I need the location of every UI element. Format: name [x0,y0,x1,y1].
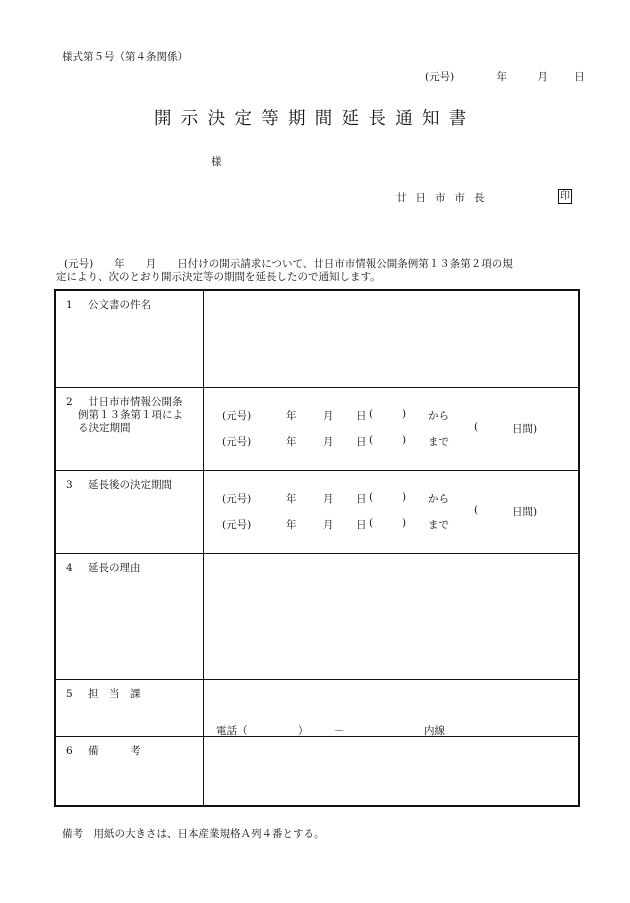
original-period-field[interactable] [204,387,580,470]
label-cell [55,387,204,470]
issue-date [425,69,585,84]
row-number: 5 [66,687,73,700]
row-label: 備 考 [88,744,141,757]
to-text: まで [428,518,449,531]
row-department [55,679,579,736]
phone-dash: － [334,724,345,737]
label-cell [55,290,204,387]
row-label: 延長後の決定期間 [88,478,172,491]
department-field[interactable] [204,679,580,736]
label-cell [55,736,204,806]
days-paren-open: ( [474,420,479,433]
paren-open: ( [369,490,374,503]
era: (元号) [222,409,252,422]
remarks-field[interactable] [204,736,580,806]
era: (元号) [222,435,252,448]
form-table [54,289,580,807]
days-paren-open: ( [474,503,479,516]
intro-line-2: 定により、次のとおり開示決定等の期間を延長したので通知します。 [56,271,381,283]
seal-mark: 印 [560,191,570,202]
row-label: 廿日市市情報公開条 [88,395,183,408]
from-text: から [428,492,449,505]
row-label-cont: 例第１３条第１項によ [78,408,183,421]
year: 年 [286,492,297,505]
row-label: 公文書の件名 [88,299,151,311]
era: (元号) [222,492,252,505]
day: 日 [356,409,367,422]
date-day: 日 [574,71,585,83]
month: 月 [323,435,334,448]
row-number: 1 [66,299,73,311]
day: 日 [356,492,367,505]
date-era: (元号) [425,71,455,83]
row-remarks [55,736,579,806]
intro-line-1: (元号) 年 月 日付けの開示請求について、廿日市市情報公開条例第１３条第２項の規 [64,258,513,270]
label-cell [55,470,204,553]
date-month: 月 [537,71,548,83]
days-label: 日間) [512,422,538,435]
to-text: まで [428,435,449,448]
days-label: 日間) [512,505,538,518]
addressee: 様 [211,156,222,168]
month: 月 [323,518,334,531]
row-original-period [55,387,579,470]
date-year: 年 [496,71,508,83]
row-number: 3 [66,478,73,491]
paren-open: ( [369,407,374,420]
intro-text [56,258,588,284]
paren-close: ) [402,516,407,529]
paren-close: ) [402,407,407,420]
paren-open: ( [369,433,374,446]
footnote: 備考 用紙の大きさは、日本産業規格Ａ列４番とする。 [62,828,325,840]
row-label: 担 当 課 [88,687,141,700]
row-number: 4 [66,561,73,574]
reason-field[interactable] [204,553,580,679]
year: 年 [286,409,297,422]
month: 月 [323,409,334,422]
sender-name: 廿日市市長 [396,192,494,204]
day: 日 [356,435,367,448]
extension-label: 内線 [424,724,445,737]
row-document-name [55,290,579,387]
row-number: 2 [66,395,73,408]
era: (元号) [222,518,252,531]
row-extended-period [55,470,579,553]
from-text: から [428,409,449,422]
phone-paren-close: ） [298,724,309,737]
document-name-field[interactable] [204,290,580,387]
month: 月 [323,492,334,505]
phone-label: 電話（ [216,724,248,737]
year: 年 [286,518,297,531]
form-number: 様式第５号（第４条関係） [62,51,188,63]
paren-close: ) [402,433,407,446]
row-number: 6 [66,744,73,757]
label-cell [55,679,204,736]
year: 年 [286,435,297,448]
paren-close: ) [402,490,407,503]
day: 日 [356,518,367,531]
row-reason [55,553,579,679]
paren-open: ( [369,516,374,529]
extended-period-field[interactable] [204,470,580,553]
row-label: 延長の理由 [88,561,141,574]
page-title: 開示決定等期間延長通知書 [154,109,476,129]
label-cell [55,553,204,679]
row-label-cont: る決定期間 [78,421,131,434]
